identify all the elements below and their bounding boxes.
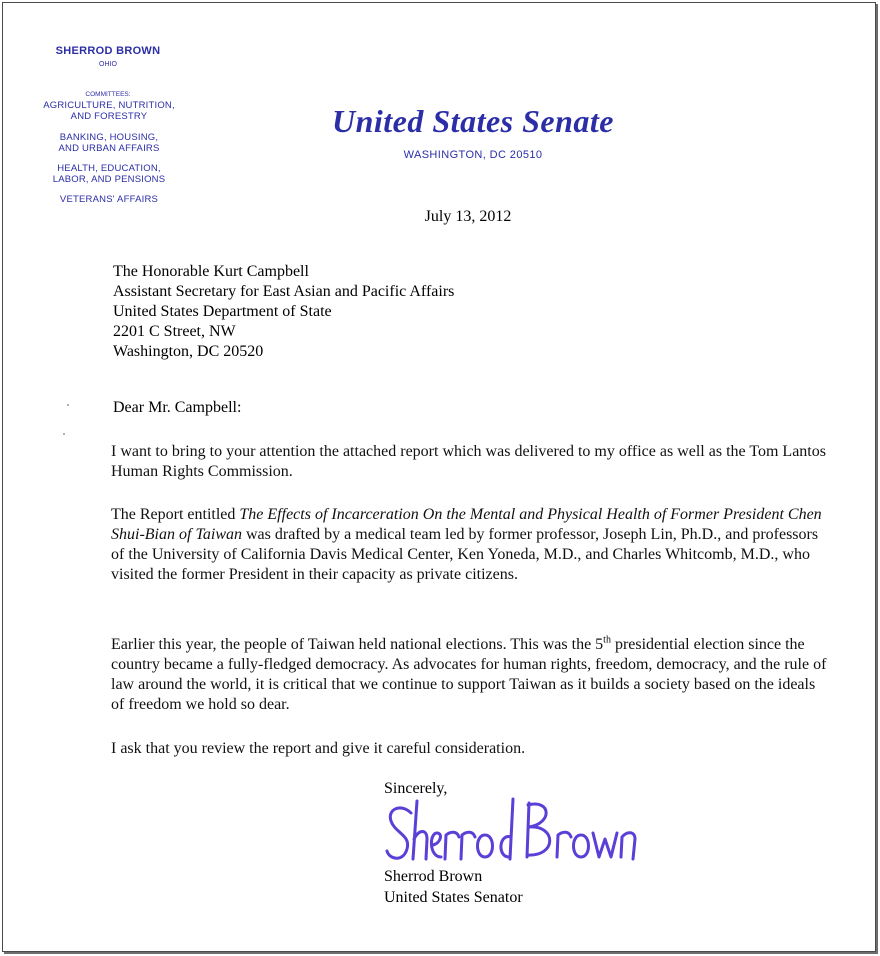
address-line: Washington, DC 20520 xyxy=(113,343,264,360)
committee-line: AND FORESTRY xyxy=(70,111,148,122)
sender-name: SHERROD BROWN xyxy=(55,45,161,57)
committee-line: BANKING, HOUSING, xyxy=(59,132,159,143)
letterhead-city: WASHINGTON, DC 20510 xyxy=(403,149,543,161)
signer-title: United States Senator xyxy=(384,889,523,906)
committee-banking xyxy=(39,132,179,154)
paragraph-2-rest: was drafted by a medical team led by former professor, Joseph Lin, Ph.D., and professors of the University of California Davis Medical Center, Ken Yoneda, M.D., and Charles Whitcomb, M.D., who visited the former President in their capacity as private citizens. xyxy=(111,526,819,583)
paragraph-2 xyxy=(111,505,831,585)
committee-agriculture xyxy=(39,100,179,122)
committee-line: VETERANS' AFFAIRS xyxy=(59,194,159,205)
ordinal-suffix: th xyxy=(603,634,611,646)
address-line: United States Department of State xyxy=(113,303,332,320)
handwritten-signature xyxy=(381,793,641,875)
letter-date: July 13, 2012 xyxy=(424,208,512,225)
scan-speck xyxy=(63,433,65,435)
signer-name: Sherrod Brown xyxy=(384,868,483,885)
address-line: Assistant Secretary for East Asian and Pacific Affairs xyxy=(113,283,455,300)
committees-label: COMMITTEES: xyxy=(85,91,131,98)
address-line: The Honorable Kurt Campbell xyxy=(113,263,309,280)
committee-veterans xyxy=(39,194,179,205)
committee-line: LABOR, AND PENSIONS xyxy=(52,174,166,185)
committee-line: HEALTH, EDUCATION, xyxy=(57,163,161,174)
committee-line: AND URBAN AFFAIRS xyxy=(58,143,160,154)
committee-health xyxy=(39,163,179,185)
letter-page xyxy=(2,2,876,952)
paragraph-3-part-a: Earlier this year, the people of Taiwan held national elections. This was the 5 xyxy=(111,636,604,653)
paragraph-1: I want to bring to your attention the attached report which was delivered to my office as well as the Tom Lantos Human Rights Commission. xyxy=(111,443,826,480)
report-title: The Effects of Incarceration On the Mental and Physical Health of Former President Chen Shui-Bian of Taiwan xyxy=(111,506,822,543)
signer-block xyxy=(384,866,523,908)
paragraph-3 xyxy=(111,635,831,715)
salutation: Dear Mr. Campbell: xyxy=(113,399,242,416)
paragraph-2-lead: The Report entitled xyxy=(111,506,240,523)
address-line: 2201 C Street, NW xyxy=(113,323,236,340)
letterhead-title: United States Senate xyxy=(331,103,614,139)
committee-line: AGRICULTURE, NUTRITION, xyxy=(43,100,175,111)
scan-speck xyxy=(67,404,69,406)
paragraph-3-part-b: presidential election since the country became a fully-fledged democracy. As advocates for human rights, freedom, democracy, and the rule of law around the world, it is critical that we continue to support Taiwan as it builds a society based on the ideals of freedom we hold so dear. xyxy=(111,636,827,713)
paragraph-4: I ask that you review the report and give it careful consideration. xyxy=(111,740,526,757)
sender-state: OHIO xyxy=(99,61,117,68)
closing: Sincerely, xyxy=(384,780,448,797)
recipient-address xyxy=(113,262,454,362)
